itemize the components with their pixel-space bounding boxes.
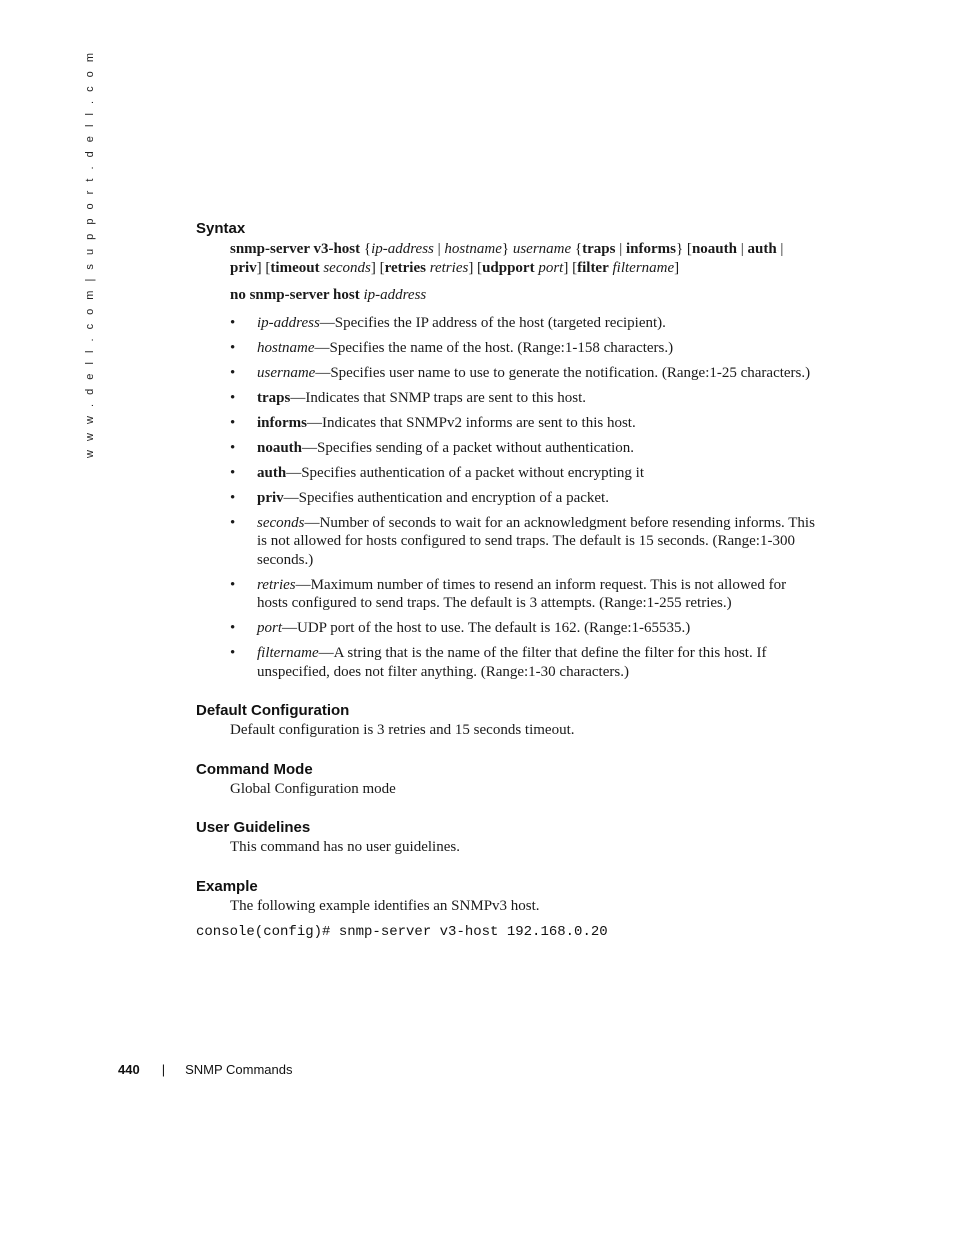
parameter-description: —Specifies user name to use to generate the notification. (Range:1-25 characters.) — [315, 364, 811, 381]
parameter-item — [230, 644, 816, 681]
bullet-icon: • — [230, 314, 236, 331]
side-url: w w w . d e l l . c o m | s u p p o r t . d e l l . c o m — [84, 50, 96, 458]
syntax-token: informs — [625, 241, 676, 257]
parameter-description: —Specifies the IP address of the host (targeted recipient). — [319, 314, 666, 331]
page-footer — [118, 1062, 293, 1077]
command-mode-text: Global Configuration mode — [230, 780, 396, 797]
footer-separator: | — [161, 1062, 166, 1077]
syntax-token: } — [501, 241, 513, 257]
parameter-item — [230, 339, 816, 358]
parameter-description: —Specifies authentication of a packet without encrypting it — [286, 464, 644, 481]
syntax-token: { — [360, 241, 372, 257]
syntax-token: { — [571, 241, 583, 257]
parameter-description: —Maximum number of times to resend an inform request. This is not allowed for hosts configured to send traps. The default is 3 attempts. (Range:1-255 retries.) — [257, 576, 787, 611]
parameter-item — [230, 619, 816, 638]
bullet-icon: • — [230, 389, 236, 406]
bullet-icon: • — [230, 414, 236, 431]
syntax-no-command — [230, 286, 816, 305]
default-config-text: Default configuration is 3 retries and 15 seconds timeout. — [230, 722, 575, 738]
default-config-section — [196, 701, 816, 740]
parameter-description: —UDP port of the host to use. The default is 162. (Range:1-65535.) — [282, 620, 691, 636]
example-heading: Example — [196, 877, 258, 895]
syntax-heading: Syntax — [196, 220, 246, 237]
default-config-heading: Default Configuration — [196, 702, 350, 719]
syntax-token: no snmp-server host — [230, 287, 360, 303]
parameter-item — [230, 576, 816, 613]
syntax-token: udpport — [482, 259, 535, 276]
parameter-item — [230, 389, 816, 408]
syntax-token: filter — [577, 259, 609, 276]
parameter-term: auth — [257, 464, 287, 481]
bullet-icon: • — [230, 489, 236, 506]
syntax-token: hostname — [444, 241, 502, 257]
syntax-command — [230, 240, 816, 277]
example-section — [196, 877, 816, 941]
syntax-token: ip-address — [371, 241, 434, 257]
bullet-icon: • — [230, 464, 236, 481]
bullet-icon: • — [230, 620, 236, 636]
parameter-term: filtername — [257, 645, 319, 661]
syntax-token: filtername — [612, 259, 675, 276]
example-text: The following example identifies an SNMPv3 host. — [230, 897, 540, 914]
parameter-item — [230, 314, 816, 333]
bullet-icon: • — [230, 339, 236, 356]
parameter-description: —Number of seconds to wait for an acknowledgment before resending informs. This is not allowed for hosts configured to send traps. The default is 15 seconds. (Range:1-300 seconds.) — [257, 514, 815, 568]
command-mode-section — [196, 760, 816, 799]
syntax-token: seconds — [323, 259, 371, 276]
syntax-token: retries — [384, 259, 426, 276]
syntax-token: | — [615, 241, 626, 257]
parameter-term: noauth — [257, 439, 303, 456]
page-number: 440 — [118, 1062, 140, 1077]
syntax-block — [230, 240, 816, 681]
page-content — [196, 219, 816, 940]
syntax-token: port — [538, 259, 564, 276]
command-mode-heading: Command Mode — [196, 760, 313, 778]
user-guidelines-heading: User Guidelines — [196, 819, 311, 836]
parameter-item — [230, 414, 816, 433]
bullet-icon: • — [230, 645, 236, 661]
syntax-token: } [ — [675, 241, 692, 257]
parameter-term: username — [257, 364, 316, 381]
syntax-token: ] — [674, 259, 680, 276]
parameter-term: port — [257, 620, 283, 636]
user-guidelines-text: This command has no user guidelines. — [230, 839, 460, 855]
syntax-token: retries — [429, 259, 469, 276]
chapter-title: SNMP Commands — [185, 1062, 293, 1077]
syntax-token: | — [776, 241, 784, 257]
syntax-token: | — [736, 241, 748, 257]
parameter-term: ip-address — [257, 314, 320, 331]
parameter-item — [230, 439, 816, 458]
syntax-token: auth — [747, 241, 777, 257]
parameter-item — [230, 514, 816, 570]
example-code: console(config)# snmp-server v3-host 192.168.0.20 — [196, 924, 608, 940]
syntax-token: ] [ — [563, 259, 578, 276]
syntax-token: noauth — [691, 241, 737, 257]
syntax-token: ] [ — [370, 259, 385, 276]
parameter-description: —Specifies authentication and encryption of a packet. — [283, 489, 609, 506]
parameter-description: —Indicates that SNMP traps are sent to this host. — [290, 389, 587, 406]
parameter-description: —Specifies the name of the host. (Range:1-158 characters.) — [314, 339, 674, 356]
syntax-token: ip-address — [363, 287, 427, 303]
syntax-token: priv — [230, 259, 257, 276]
bullet-icon: • — [230, 364, 236, 381]
parameter-term: hostname — [257, 339, 315, 356]
syntax-token: | — [433, 241, 445, 257]
syntax-token: ] [ — [468, 259, 483, 276]
parameter-description: —A string that is the name of the filter that define the filter for this host. If unspecified, does not filter anything. (Range:1-30 characters.) — [257, 645, 767, 680]
parameter-description: —Specifies sending of a packet without authentication. — [302, 439, 635, 456]
syntax-token: username — [512, 241, 572, 257]
user-guidelines-section — [196, 818, 816, 857]
syntax-token: snmp-server v3-host — [230, 241, 361, 257]
bullet-icon: • — [230, 514, 236, 531]
parameter-item — [230, 364, 816, 383]
parameter-item — [230, 464, 816, 483]
syntax-token: ] [ — [256, 259, 271, 276]
parameter-term: traps — [257, 389, 291, 406]
syntax-token: timeout — [270, 259, 320, 276]
parameter-list — [230, 314, 816, 682]
parameter-item — [230, 489, 816, 508]
bullet-icon: • — [230, 576, 236, 593]
syntax-token: traps — [582, 241, 616, 257]
parameter-term: informs — [257, 414, 307, 431]
bullet-icon: • — [230, 439, 236, 456]
parameter-term: retries — [257, 576, 296, 593]
parameter-term: priv — [257, 489, 284, 506]
parameter-description: —Indicates that SNMPv2 informs are sent to this host. — [307, 414, 636, 431]
parameter-term: seconds — [257, 514, 305, 531]
